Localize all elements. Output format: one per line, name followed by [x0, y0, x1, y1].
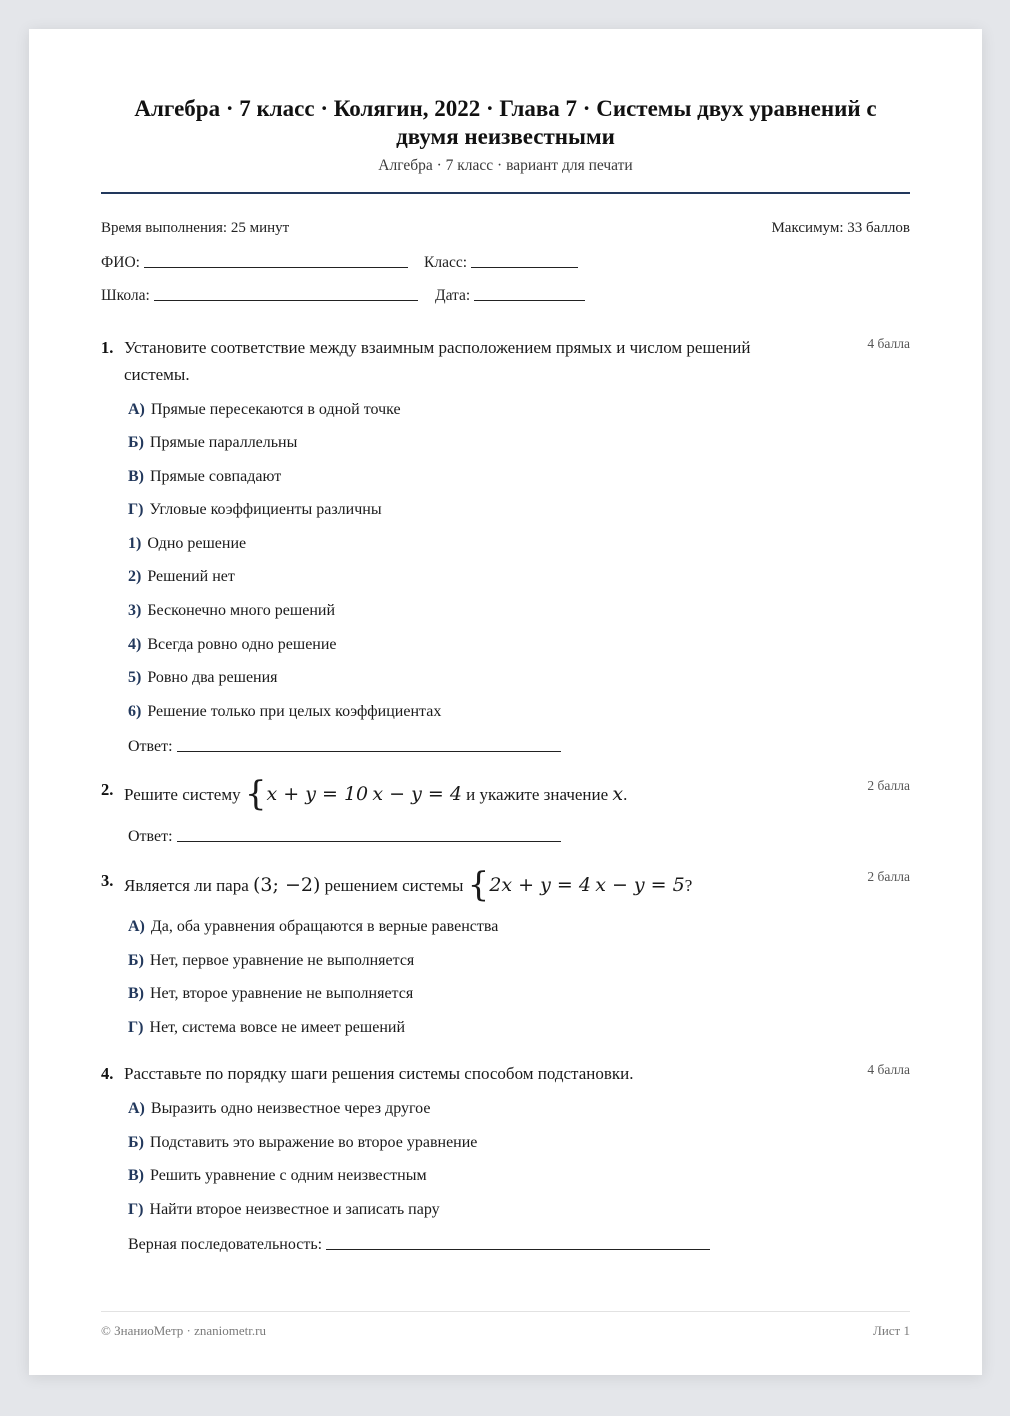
question-1-text: Установите соответствие между взаимным расположением прямых и числом решений системы.	[124, 338, 751, 384]
question-1-points: 4 балла	[867, 336, 910, 351]
q2-text-after: и укажите значение	[466, 785, 609, 804]
class-field	[424, 253, 578, 272]
option-text: Нет, система вовсе не имеет решений	[149, 1019, 405, 1036]
q1-option-a	[128, 401, 401, 419]
option-label: А)	[128, 918, 145, 935]
q2-equation-1: x + y = 10	[266, 783, 369, 805]
q2-variable: x	[612, 783, 624, 805]
page-title: Алгебра · 7 класс · Колягин, 2022 · Глава 7 · Системы двух уравнений с двумя неизвестными	[134, 96, 877, 149]
option-label: Б)	[128, 952, 144, 969]
q1-option-4	[128, 636, 337, 654]
date-label: Дата:	[435, 287, 471, 304]
q1-option-v	[128, 468, 281, 486]
class-label: Класс:	[424, 254, 468, 271]
option-label: Г)	[128, 1019, 144, 1036]
fio-input-line[interactable]	[144, 253, 408, 268]
question-3-text	[124, 865, 814, 905]
option-text: Всегда ровно одно решение	[147, 636, 337, 653]
q1-answer-line[interactable]	[177, 737, 561, 752]
q1-option-2	[128, 568, 235, 586]
option-label: 5)	[128, 669, 142, 686]
page-subtitle: Алгебра · 7 класс · вариант для печати	[378, 157, 633, 174]
q4-option-v	[128, 1167, 427, 1185]
option-label: Г)	[128, 1201, 144, 1218]
option-text: Решение только при целых коэффициентах	[147, 703, 442, 720]
option-text: Нет, второе уравнение не выполняется	[150, 985, 414, 1002]
question-4-text: Расставьте по порядку шаги решения системы способом подстановки.	[124, 1064, 634, 1083]
q4-option-g	[128, 1201, 440, 1219]
max-score: Максимум: 33 баллов	[771, 220, 910, 236]
q1-option-b	[128, 434, 297, 452]
option-label: Б)	[128, 1134, 144, 1151]
q3-equation-1: 2x + y = 4	[489, 874, 591, 896]
question-3-number: 3.	[101, 871, 114, 890]
question-2-number: 2.	[101, 780, 114, 799]
q1-option-1	[128, 535, 246, 553]
option-label: 4)	[128, 636, 142, 653]
time-limit: Время выполнения: 25 минут	[101, 220, 290, 236]
q1-option-g	[128, 501, 382, 519]
answer-label: Ответ:	[128, 738, 173, 755]
option-text: Нет, первое уравнение не выполняется	[149, 952, 415, 969]
option-text: Прямые пересекаются в одной точке	[150, 401, 401, 418]
question-2-points: 2 балла	[867, 778, 910, 793]
q4-answer-line[interactable]	[326, 1235, 710, 1250]
footer-page-number: Лист 1	[873, 1323, 910, 1338]
date-field	[435, 286, 585, 305]
class-input-line[interactable]	[471, 253, 578, 268]
option-label: 6)	[128, 703, 142, 720]
q1-option-6	[128, 703, 441, 721]
q2-text-end: .	[623, 785, 628, 804]
worksheet-page	[29, 29, 982, 1375]
q1-answer-field	[128, 737, 561, 756]
q3-equation-2: x − y = 5	[595, 874, 685, 896]
q2-text-before: Решите систему	[124, 785, 241, 804]
q2-answer-line[interactable]	[177, 827, 561, 842]
answer-label: Верная последовательность:	[128, 1236, 323, 1253]
answer-label: Ответ:	[128, 828, 173, 845]
q2-answer-field	[128, 827, 561, 846]
option-text: Решений нет	[147, 568, 235, 585]
q3-text-mid: решением системы	[324, 876, 464, 895]
question-3-points: 2 балла	[867, 869, 910, 884]
option-label: В)	[128, 1167, 144, 1184]
option-text: Выразить одно неизвестное через другое	[150, 1100, 431, 1117]
option-label: 2)	[128, 568, 142, 585]
option-text: Угловые коэффициенты различны	[149, 501, 382, 518]
option-text: Найти второе неизвестное и записать пару	[149, 1201, 440, 1218]
page-content	[101, 29, 910, 1375]
q3-option-a	[128, 918, 498, 936]
question-4-number: 4.	[101, 1064, 114, 1083]
fio-label: ФИО:	[101, 254, 140, 271]
q4-option-b	[128, 1134, 477, 1152]
option-label: В)	[128, 468, 144, 485]
option-text: Прямые совпадают	[150, 468, 282, 485]
option-label: Г)	[128, 501, 144, 518]
option-text: Одно решение	[147, 535, 247, 552]
q1-option-3	[128, 602, 335, 620]
q3-option-g	[128, 1019, 405, 1037]
option-label: Б)	[128, 434, 144, 451]
option-label: А)	[128, 401, 145, 418]
question-1-number: 1.	[101, 338, 114, 357]
option-text: Ровно два решения	[147, 669, 278, 686]
question-2-text	[124, 774, 814, 814]
q3-pair: (3; −2)	[253, 874, 321, 896]
option-text: Подставить это выражение во второе уравнение	[149, 1134, 478, 1151]
header-divider	[101, 192, 910, 194]
footer-divider	[101, 1311, 910, 1312]
footer-copyright: © ЗнаниоМетр · znaniometr.ru	[101, 1323, 266, 1338]
option-text: Прямые параллельны	[149, 434, 298, 451]
school-input-line[interactable]	[154, 286, 418, 301]
school-label: Школа:	[101, 287, 150, 304]
option-text: Решить уравнение с одним неизвестным	[150, 1167, 427, 1184]
date-input-line[interactable]	[474, 286, 585, 301]
q4-option-a	[128, 1100, 430, 1118]
option-text: Бесконечно много решений	[147, 602, 336, 619]
option-label: А)	[128, 1100, 145, 1117]
q3-option-b	[128, 952, 414, 970]
option-label: 1)	[128, 535, 142, 552]
option-label: В)	[128, 985, 144, 1002]
option-text: Да, оба уравнения обращаются в верные равенства	[150, 918, 499, 935]
q3-text-before: Является ли пара	[124, 876, 249, 895]
school-field	[101, 286, 418, 305]
q3-text-end: ?	[684, 876, 693, 895]
q1-option-5	[128, 669, 278, 687]
option-label: 3)	[128, 602, 142, 619]
q2-equation-2: x − y = 4	[372, 783, 462, 805]
question-4-points: 4 балла	[867, 1062, 910, 1077]
system-brace-icon: {	[244, 774, 267, 814]
system-brace-icon: {	[467, 865, 490, 905]
fio-field	[101, 253, 408, 272]
q3-option-v	[128, 985, 413, 1003]
q4-answer-field	[128, 1235, 710, 1254]
